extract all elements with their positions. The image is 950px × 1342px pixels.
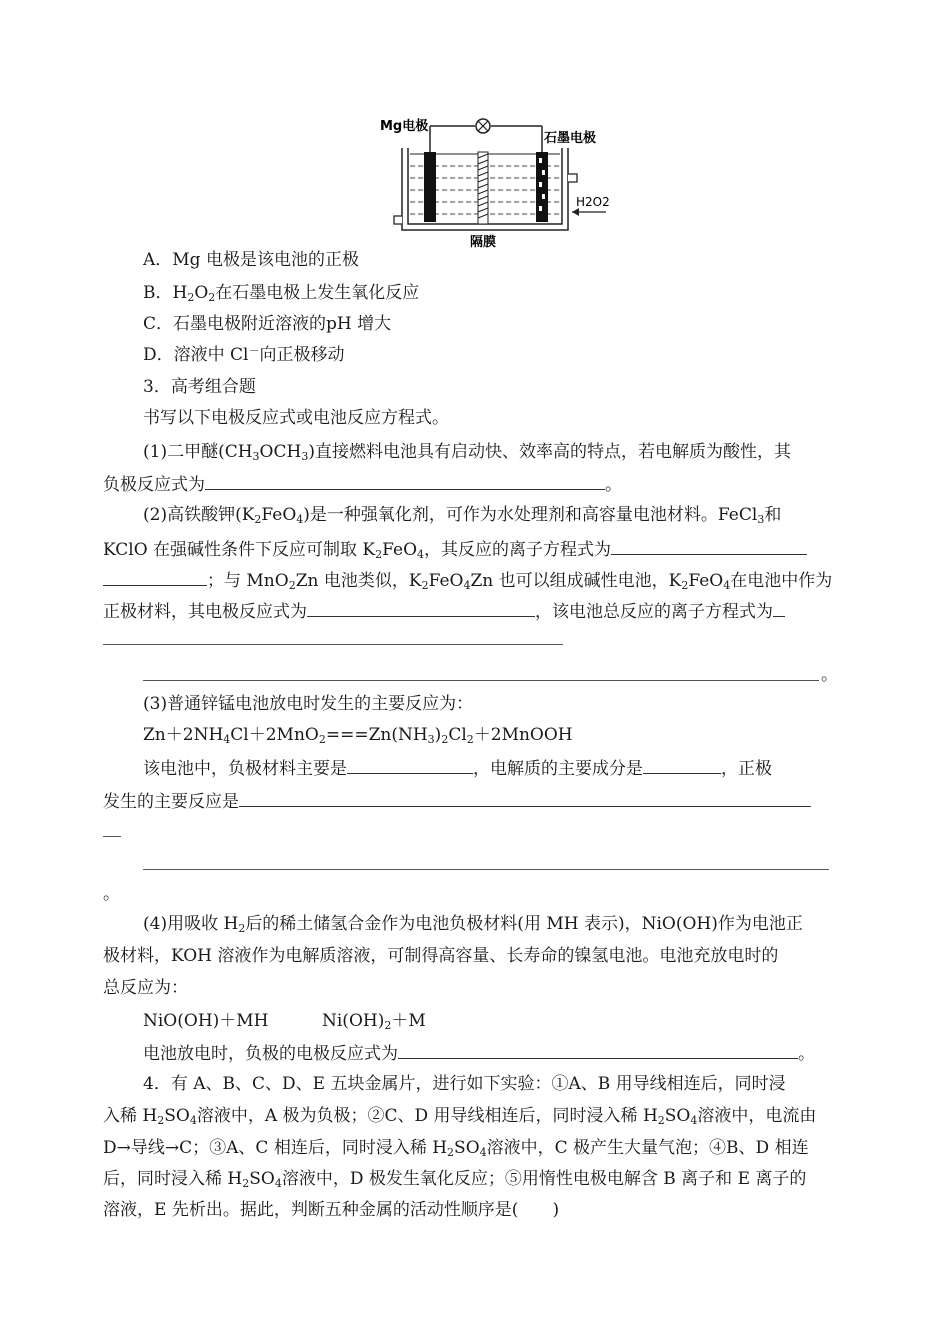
q3-part3-line3: 该电池中，负极材料主要是 ，电解质的主要成分是 ，正极: [143, 756, 772, 780]
q3-part4-line5: 电池放电时，负极的电极反应式为 。: [143, 1041, 815, 1065]
question-4-line5: 溶液，E 先析出。据此，判断五种金属的活动性顺序是( ): [103, 1200, 560, 1220]
answer-blank[interactable]: [205, 472, 605, 490]
q3-part3-end: 。: [103, 884, 120, 904]
q3-part1-line1: (1)二甲醚$(CH_3OCH_3)$直接燃料电池具有启动快、效率高的特点，若电解质为酸性，其: [143, 442, 791, 463]
q3-part2-line3: ；与 MnO$_2$Zn 电池类似，$K_2FeO_4Zn$ 也可以组成碱性电池，$K_2FeO_4$在电池中作为: [103, 568, 832, 592]
q3-part4-line2: 极材料，KOH 溶液作为电解质溶液，可制得高容量、长寿命的镍氢电池。电池充放电时的: [103, 946, 779, 966]
membrane-label: 隔膜: [470, 235, 497, 250]
option-c: C．石墨电极附近溶液的pH 增大: [143, 314, 392, 334]
question-3-intro: 书写以下电极反应式或电池反应方程式。: [143, 408, 449, 428]
q3-part1-line2: 负极反应式为 。: [103, 472, 622, 496]
q3-part4-equation-left: NiO(OH)＋MH: [143, 1011, 269, 1031]
answer-blank[interactable]: [103, 568, 207, 586]
answer-blank[interactable]: [239, 789, 811, 807]
answer-line[interactable]: [143, 680, 819, 681]
option-d: D．溶液中 Cl－向正极移动: [143, 344, 345, 365]
answer-blank[interactable]: [643, 756, 721, 774]
mg-electrode: [424, 152, 436, 222]
q3-part3-line4: 发生的主要反应是: [103, 789, 811, 813]
question-4-line2: 入稀 $H_2SO_4$溶液中，A 极为负极；②C、D 用导线相连后，同时浸入稀 $H_2SO_4$溶液中，电流由: [103, 1106, 817, 1127]
mg-electrode-label: Mg电极: [380, 119, 429, 134]
q3-part3-line1: (3)普通锌锰电池放电时发生的主要反应为：: [143, 694, 474, 714]
answer-blank[interactable]: [347, 756, 473, 774]
question-4-line4: 后，同时浸入稀 $H_2SO_4$溶液中，D 极发生氧化反应；⑤用惰性电极电解含 B 离子和 E 离子的: [103, 1169, 807, 1190]
answer-line[interactable]: [103, 836, 121, 837]
answer-blank[interactable]: [307, 599, 535, 617]
q3-part4-equation-right: $Ni(OH)_2+M$: [322, 1011, 426, 1032]
question-4-line3: D→导线→C；③A、C 相连后，同时浸入稀 $H_2SO_4$溶液中，C 极产生大量气泡；④B、D 相连: [103, 1138, 809, 1159]
answer-line[interactable]: [143, 869, 829, 870]
h2o2-label: H2O2: [576, 195, 610, 209]
answer-line[interactable]: [103, 644, 563, 645]
q3-part2-end: 。: [821, 665, 838, 685]
question-4-line1: 4．有 A、B、C、D、E 五块金属片，进行如下实验：①A、B 用导线相连后，同时浸: [143, 1074, 786, 1094]
q3-part2-line1: (2)高铁酸钾$(K_2FeO_4)$是一种强氧化剂，可作为水处理剂和高容量电池材料。FeCl$_3$和: [143, 505, 782, 526]
graphite-electrode: [536, 152, 548, 222]
option-b: B．$H_2O_2$在石墨电极上发生氧化反应: [143, 283, 420, 304]
q3-part2-line2: KClO 在强碱性条件下反应可制取 $K_2FeO_4$，其反应的离子方程式为: [103, 537, 807, 561]
q3-part3-equation: $Zn+2NH_4Cl+2MnO_2===Zn(NH_3)_2Cl_2+2MnOOH$: [143, 725, 573, 746]
q3-part2-line4: 正极材料，其电极反应式为 ，该电池总反应的离子方程式为: [103, 599, 785, 623]
membrane: [478, 152, 488, 224]
graphite-electrode-label: 石墨电极: [544, 131, 597, 146]
question-3-heading: 3．高考组合题: [143, 377, 256, 397]
answer-blank[interactable]: [773, 599, 785, 617]
option-a: A．Mg 电极是该电池的正极: [143, 250, 359, 270]
answer-blank[interactable]: [398, 1041, 798, 1059]
q3-part4-line1: (4)用吸收 $H_2$后的稀土储氢合金作为电池负极材料(用 MH 表示)，NiO(OH)作为电池正: [143, 914, 803, 935]
answer-blank[interactable]: [611, 537, 807, 555]
q3-part4-line3: 总反应为：: [103, 978, 188, 998]
cell-diagram: [372, 112, 622, 250]
lamp-icon: [476, 119, 490, 133]
